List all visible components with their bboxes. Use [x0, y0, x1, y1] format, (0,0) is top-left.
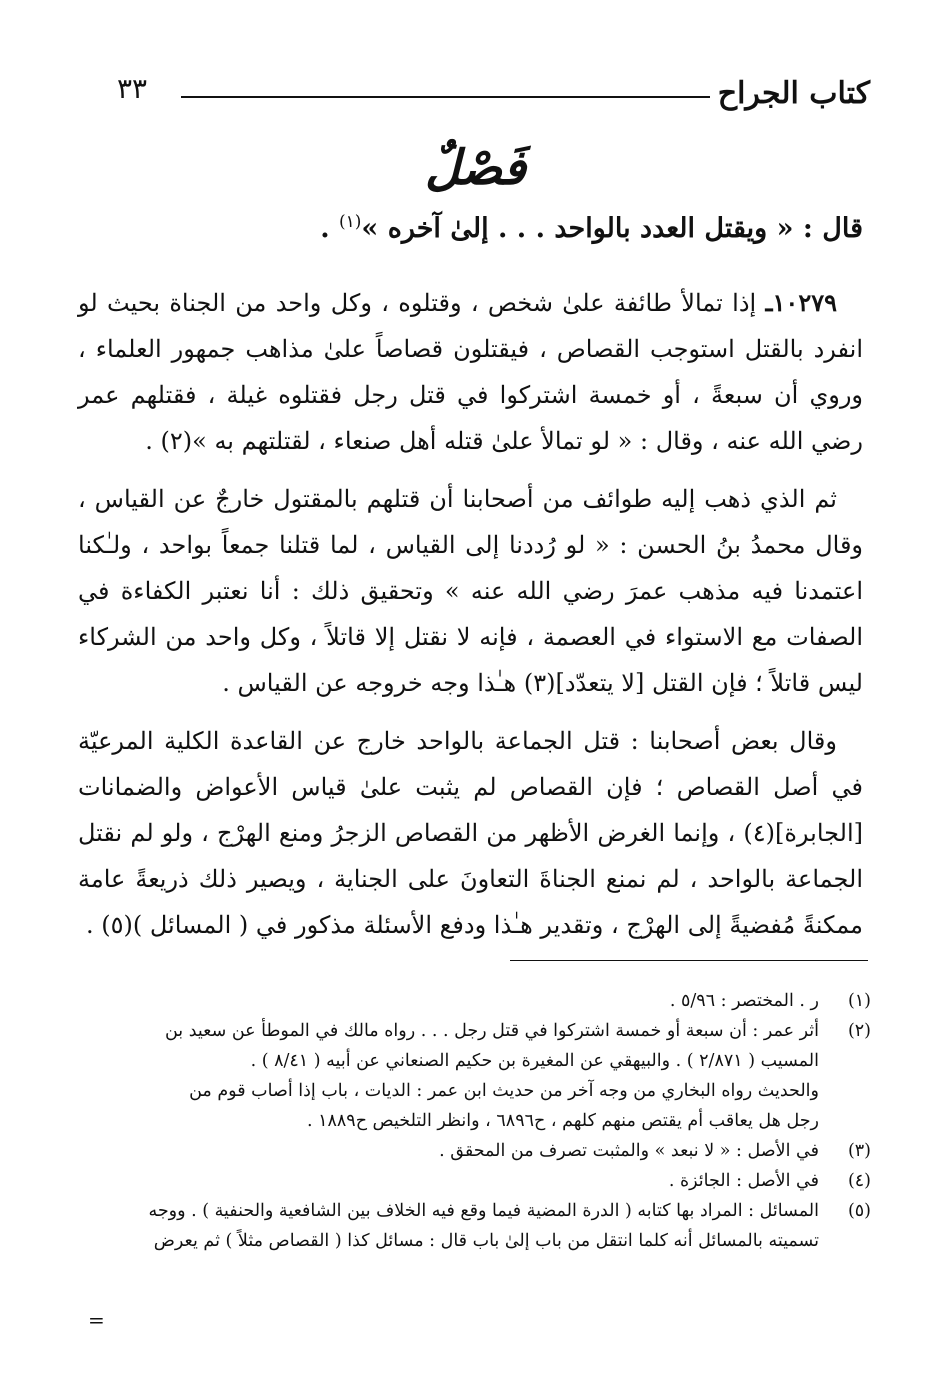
footnote-separator — [510, 960, 868, 961]
footnote-3 — [88, 1136, 871, 1166]
footnote-text — [88, 1196, 819, 1256]
footnote-text — [88, 1136, 819, 1166]
footnotes — [88, 986, 871, 1256]
footnote-4 — [88, 1166, 871, 1196]
page-number: ٣٣ — [117, 72, 148, 105]
footnote-number: (٣) — [847, 1141, 871, 1161]
footnote-text — [88, 986, 819, 1016]
footnote-line: المسيب ( ٢/٨٧١ ) . والبيهقي عن المغيرة بن حكيم الصنعاني عن أبيه ( ٨/٤١ ) . — [250, 1051, 819, 1071]
text-end: . — [85, 911, 102, 939]
footnote-number: (٤) — [847, 1171, 871, 1191]
footnote-marker[interactable]: (٥) — [101, 911, 133, 939]
text-line: انفرد بالقتل استوجب القصاص ، فيقتلون قصاصاً علىٰ مذاهب جمهور العلماء ، — [78, 335, 863, 363]
footnote-number: (١) — [847, 991, 871, 1011]
text-line: يتعدّد] — [555, 669, 614, 697]
footnote-line: رجل هل يعاقب أم يقتص منهم كلهم ، ح٦٨٩٦ ، وانظر التلخيص ح١٨٨٩ . — [306, 1111, 819, 1131]
text-line: في العصمة ، فإنه لا نقتل إلا قاتلاً ، وكل واحد من الشركاء ليس قاتلاً ؛ فإن القتل [لا — [78, 623, 863, 697]
text-line: إذا تمالأ طائفة علىٰ شخص ، وقتلوه ، وكل واحد من الجناة بحيث لو — [78, 289, 757, 317]
footnote-marker[interactable]: (٤) — [743, 819, 775, 847]
footnote-line: والحديث رواه البخاري من وجه آخر من حديث ابن عمر : الديات ، باب إذا أصاب قوم من — [189, 1081, 819, 1101]
footnote-line: تسميته بالمسائل أنه كلما انتقل من باب إلىٰ باب قال : مسائل كذا ( القصاص مثلاً ) ثم يعرض — [153, 1231, 819, 1251]
paragraph-1 — [78, 280, 863, 464]
fasl-ornament — [425, 140, 526, 196]
fasl-text: فَصْلٌ — [425, 140, 526, 196]
text-line: ، وإنما الغرض الأظهر من القصاص الزجرُ ومنع الهرْج ، ولو لم نقتل — [78, 819, 736, 847]
footnote-line: في الأصل : « لا نبعد » والمثبت تصرف من المحقق . — [439, 1141, 819, 1161]
book-title: كتاب الجراح — [717, 76, 870, 111]
section-heading — [0, 140, 951, 196]
footnote-5 — [88, 1196, 871, 1256]
footnote-marker[interactable]: (٢) — [160, 427, 193, 455]
text-line: عنه ، وقال : « لو تمالأ علىٰ قتله أهل صنعاء ، لقتلتهم به » — [192, 427, 761, 455]
text-line: وروي أن سبعةً ، أو خمسة اشتركوا في قتل رجل فقتلوه غيلة ، فقتلهم عمر رضي الله — [78, 381, 863, 455]
footnote-line: ر . المختصر : ٥/٩٦ . — [669, 991, 819, 1011]
footnote-text — [88, 1166, 819, 1196]
text-line: وقال بعض أصحابنا : قتل الجماعة بالواحد خارج عن القاعدة الكلية المرعيّة في — [78, 727, 863, 801]
footnote-line: أثر عمر : أن سبعة أو خمسة اشتركوا في قتل رجل . . . رواه مالك في الموطأ عن سعيد بن — [164, 1021, 819, 1041]
issue-number: ١٠٢٧٩ـ — [765, 288, 837, 317]
header-rule — [181, 96, 710, 98]
text-line: الجماعة بالواحد ، لم نمنع الجناةَ التعاونَ على الجناية ، ويصير ذلك ذريعةً عامة ممكنةً — [78, 865, 863, 939]
footnote-1 — [88, 986, 871, 1016]
continuation-mark: = — [88, 1308, 105, 1332]
footnote-number: (٢) — [847, 1021, 871, 1041]
text-line: مذهب عمرَ رضي الله عنه » وتحقيق ذلك : أنا نعتبر الكفاءة في الصفات مع الاستواء — [78, 577, 863, 651]
footnote-marker[interactable]: (١) — [339, 212, 362, 232]
text-line: [الجابرة] — [774, 819, 863, 847]
footnote-line: المسائل : المراد بها كتابه ( الدرة المضية فيما وقع فيه الخلاف بين الشافعية والحنفية ) . ووجه — [148, 1201, 819, 1221]
paragraph-3 — [78, 718, 863, 948]
footnote-marker[interactable]: (٣) — [523, 669, 556, 697]
footnote-text — [88, 1016, 819, 1136]
text-line: مُفضيةً إلى الهرْج ، وتقدير هـٰذا ودفع الأسئلة مذكور في ( المسائل ) — [132, 911, 796, 939]
main-text — [78, 280, 863, 960]
qala-end: . — [320, 213, 339, 244]
qala-statement — [300, 212, 863, 244]
running-header — [95, 72, 870, 122]
text-end: هـٰذا وجه خروجه عن القياس . — [222, 669, 524, 697]
text-line: محمدُ بنُ الحسن : « لو رُددنا إلى القياس ، لما قتلنا جمعاً بواحد ، ولـٰكنا اعتمدنا فيه — [78, 531, 864, 605]
qala-text: قال : « ويقتل العدد بالواحد . . . إلىٰ آخره » — [361, 213, 863, 244]
footnote-2 — [88, 1016, 871, 1136]
text-line: أصل القصاص ؛ فإن القصاص لم يثبت علىٰ قياس الأعواض والضمانات — [78, 773, 819, 801]
paragraph-2 — [78, 476, 863, 706]
footnote-line: في الأصل : الجائزة . — [668, 1171, 819, 1191]
footnote-number: (٥) — [847, 1201, 871, 1221]
text-line: ثم الذي ذهب إليه طوائف من أصحابنا أن قتلهم بالمقتول خارجٌ عن القياس ، وقال — [78, 485, 863, 559]
text-end: . — [145, 427, 161, 455]
